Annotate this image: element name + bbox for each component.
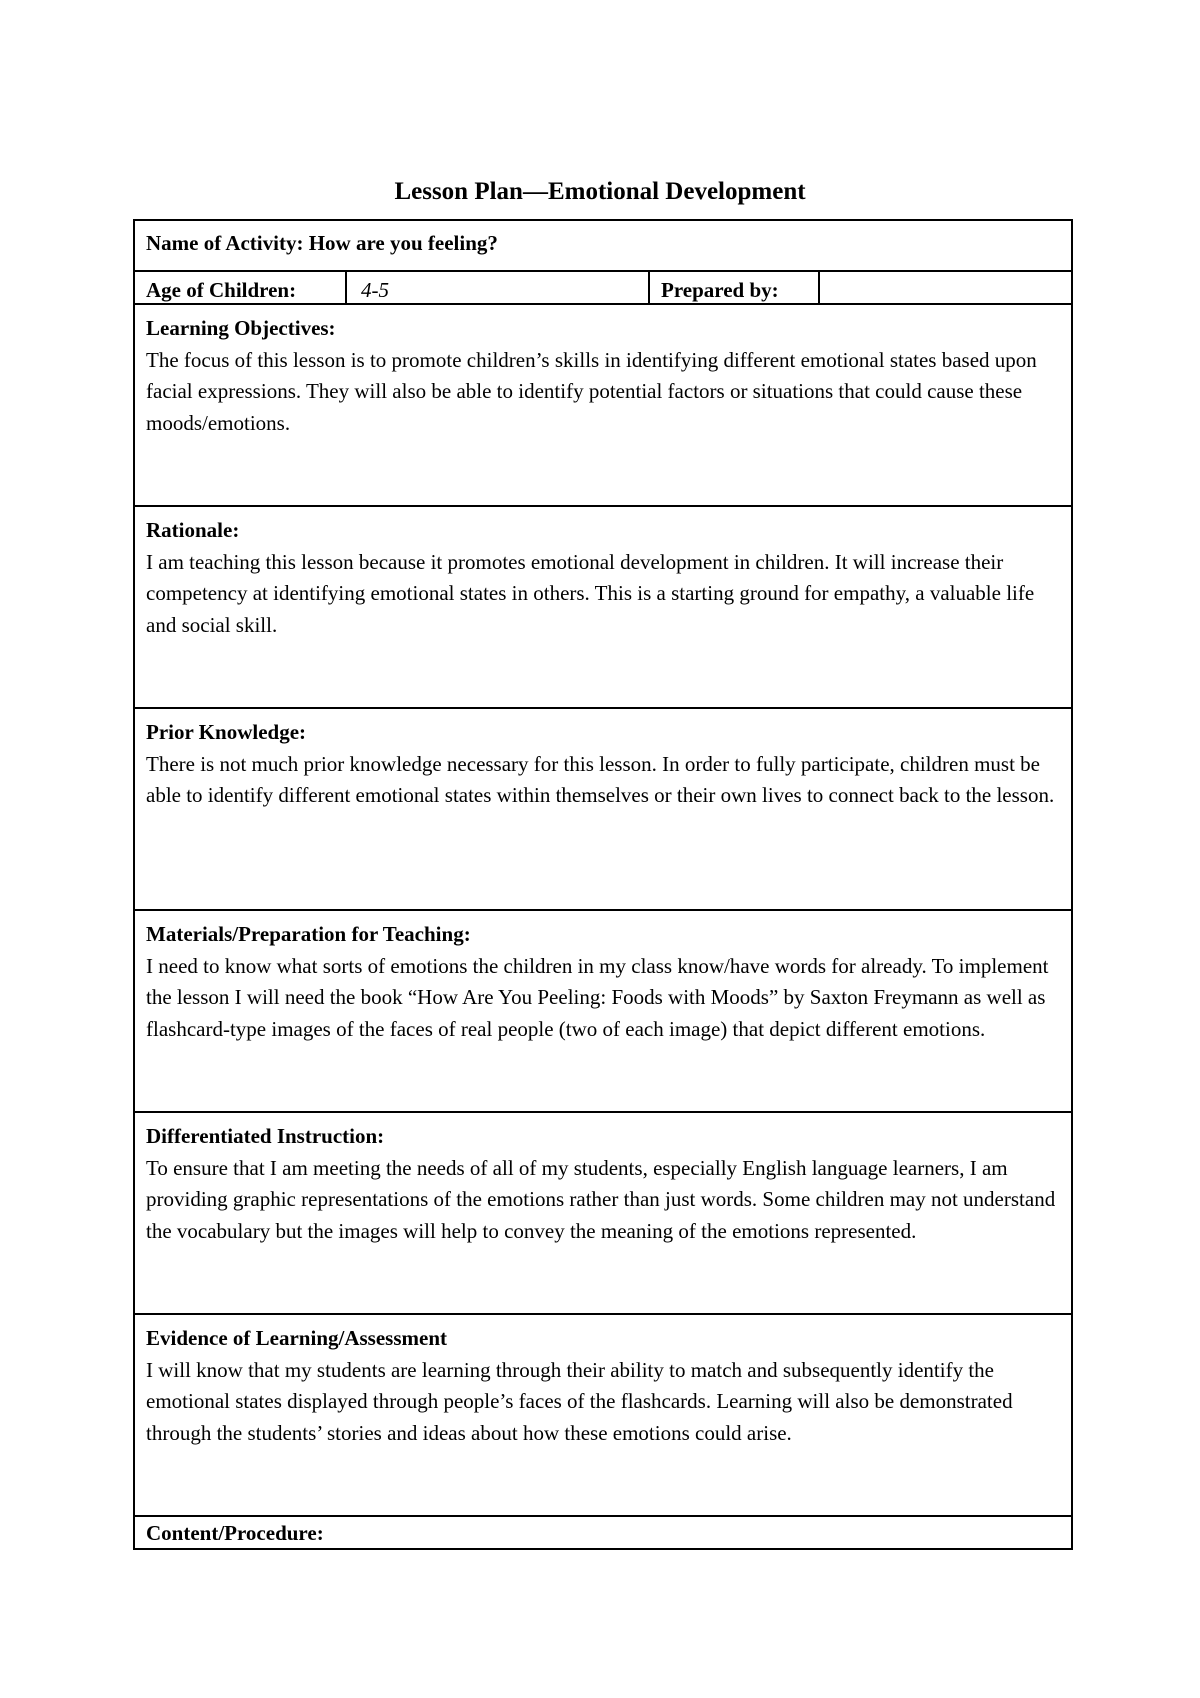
prepared-by-field[interactable]	[820, 272, 1071, 303]
differentiated-instruction-section	[135, 1113, 1071, 1315]
evidence-body: I will know that my students are learning through their ability to match and subsequently identify the emotional states displayed through people’s faces of the flashcards. Learning will also be demonstrated through the students’ stories and ideas about how these emotions could arise.	[146, 1357, 1013, 1445]
content-procedure-section	[135, 1517, 1071, 1550]
rationale-body: I am teaching this lesson because it promotes emotional development in children. It will increase their competency at identifying emotional states in others. This is a starting ground for empathy, a valuable life and social skill.	[146, 549, 1035, 637]
activity-name-label: Name of Activity: How are you feeling?	[146, 231, 498, 255]
differentiated-instruction-body: To ensure that I am meeting the needs of all of my students, especially English language learners, I am providing graphic representations of the emotions rather than just words. Some children may not understand the vocabulary but the images will help to convey the meaning of the emotions represented.	[146, 1155, 1056, 1243]
prior-knowledge-heading: Prior Knowledge:	[146, 720, 307, 744]
age-value-field[interactable]	[347, 272, 650, 303]
activity-name-row	[135, 221, 1071, 272]
materials-section	[135, 911, 1071, 1113]
rationale-heading: Rationale:	[146, 518, 240, 542]
age-value: 4-5	[361, 278, 389, 302]
materials-heading: Materials/Preparation for Teaching:	[146, 922, 471, 946]
materials-body: I need to know what sorts of emotions the children in my class know/have words for already. To implement the lesson I will need the book “How Are You Peeling: Foods with Moods” by Saxton Freymann as well as flashcard-type images of the faces of real people (two of each image) that depict different emotions.	[146, 953, 1049, 1041]
differentiated-instruction-heading: Differentiated Instruction:	[146, 1124, 385, 1148]
evidence-section	[135, 1315, 1071, 1517]
age-label: Age of Children:	[146, 278, 297, 302]
age-label-cell	[135, 272, 347, 303]
prior-knowledge-section	[135, 709, 1071, 911]
evidence-heading: Evidence of Learning/Assessment	[146, 1326, 447, 1350]
content-procedure-heading: Content/Procedure:	[146, 1521, 324, 1545]
learning-objectives-heading: Learning Objectives:	[146, 316, 336, 340]
document-title: Lesson Plan—Emotional Development	[394, 178, 806, 205]
prior-knowledge-body: There is not much prior knowledge necessary for this lesson. In order to fully participate, children must be able to identify different emotional states within themselves or their own lives to connect back to the lesson.	[146, 751, 1055, 807]
rationale-section	[135, 507, 1071, 709]
prepared-by-label: Prepared by:	[661, 278, 779, 302]
learning-objectives-body: The focus of this lesson is to promote children’s skills in identifying different emotional states based upon facial expressions. They will also be able to identify potential factors or situations that could cause these moods/emotions.	[146, 347, 1037, 435]
prepared-by-label-cell	[650, 272, 820, 303]
lesson-plan-table	[133, 219, 1073, 1550]
age-prepared-row	[135, 272, 1071, 305]
learning-objectives-section	[135, 305, 1071, 507]
